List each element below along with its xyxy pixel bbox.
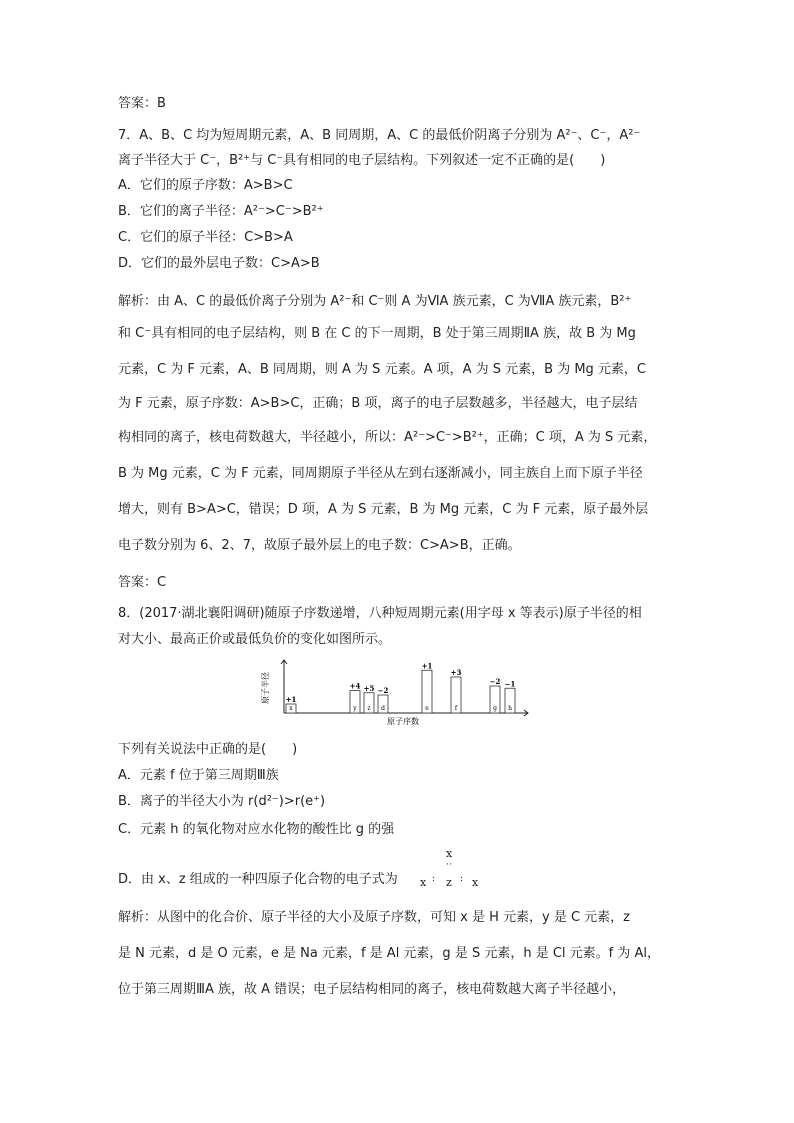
- text-line-14: 增大，则有 B>A>C，错误；D 项，A 为 S 元素，B 为 Mg 元素，C 为 F 元素，原子最外层: [118, 502, 649, 517]
- valence-label-x: +1: [285, 695, 297, 704]
- text-line-13: B 为 Mg 元素，C 为 F 元素，同周期原子半径从左到右逐渐减小，同主族自上而下原子半径: [118, 466, 643, 481]
- text-line-15: 电子数分别为 6、2、7，故原子最外层上的电子数：C>A>B，正确。: [118, 538, 521, 553]
- valence-label-g: −2: [489, 677, 501, 686]
- valence-label-y: +4: [349, 681, 361, 691]
- text-line-23: D．由 x、z 组成的一种四原子化合物的电子式为: [118, 872, 398, 887]
- text-line-16: 答案：C: [118, 575, 167, 590]
- valence-label-f: +3: [450, 668, 462, 677]
- y-axis-label: 原子半径: [261, 672, 270, 704]
- lewis-right-x: x: [472, 876, 479, 889]
- bar-label-e: e: [425, 705, 429, 712]
- text-line-25: 是 N 元素，d 是 O 元素，e 是 Na 元素，f 是 Al 元素，g 是 S 元素，h 是 Cl 元素。f 为 Al，: [118, 946, 661, 961]
- lewis-top-x: x: [446, 847, 453, 860]
- text-line-12: 构相同的离子，核电荷数越大，半径越小，所以：A²⁻>C⁻>B²⁺，正确；C 项，A 为 S 元素，: [118, 430, 657, 445]
- text-line-8: 解析：由 A、C 的最低价离子分别为 A²⁻和 C⁻则 A 为ⅥA 族元素，C 为ⅦA 族元素，B²⁺: [118, 294, 632, 309]
- text-line-6: C．它们的原子半径：C>B>A: [118, 230, 293, 245]
- valence-label-h: −1: [504, 679, 516, 689]
- text-line-5: B．它们的离子半径：A²⁻>C⁻>B²⁺: [118, 204, 324, 219]
- lewis-center-z: z: [446, 876, 452, 889]
- bar-label-y: y: [353, 705, 357, 712]
- text-line-9: 和 C⁻具有相同的电子层结构，则 B 在 C 的下一周期，B 处于第三周期ⅡA 族，故 B 为 Mg: [118, 326, 636, 341]
- lewis-dots-right: :: [460, 874, 464, 884]
- text-line-22: C．元素 h 的氧化物对应水化物的酸性比 g 的强: [118, 822, 395, 837]
- lewis-left-x: x: [420, 876, 427, 889]
- lewis-dots-left: :: [432, 874, 436, 884]
- text-line-1: 答案：B: [118, 96, 166, 111]
- bar-label-d: d: [381, 705, 385, 712]
- text-line-3: 离子半径大于 C⁻，B²⁺与 C⁻具有相同的电子层结构。下列叙述一定不正确的是( ): [118, 153, 606, 168]
- text-line-20: A．元素 f 位于第三周期Ⅲ族: [118, 768, 279, 783]
- valence-label-d: −2: [377, 686, 389, 695]
- valence-label-z: +5: [363, 683, 375, 693]
- text-line-18: 对大小、最高正价或最低负价的变化如图所示。: [118, 632, 392, 647]
- text-line-7: D．它们的最外层电子数：C>A>B: [118, 256, 320, 271]
- text-line-19: 下列有关说法中正确的是( ): [118, 742, 298, 757]
- bar-label-x: x: [289, 705, 293, 712]
- radius-valence-chart: [258, 658, 538, 728]
- bar-label-z: z: [367, 705, 371, 712]
- lewis-dots-top: ··: [446, 860, 452, 870]
- bar-label-f: f: [454, 705, 458, 712]
- text-line-4: A．它们的原子序数：A>B>C: [118, 178, 293, 193]
- bar-label-h: h: [508, 705, 512, 712]
- text-line-17: 8．(2017·湖北襄阳调研)随原子序数递增，八种短周期元素(用字母 x 等表示)原子半径的相: [118, 606, 642, 621]
- x-axis-label: 原子序数: [387, 717, 419, 726]
- text-line-11: 为 F 元素，原子序数：A>B>C，正确；B 项，离子的电子层数越多，半径越大，电子层结: [118, 396, 638, 411]
- text-line-2: 7．A、B、C 均为短周期元素，A、B 同周期，A、C 的最低价阴离子分别为 A²⁻、C⁻，A²⁻: [118, 128, 641, 143]
- text-line-10: 元素，C 为 F 元素，A、B 同周期，则 A 为 S 元素。A 项，A 为 S 元素，B 为 Mg 元素，C: [118, 362, 646, 377]
- bar-label-g: g: [493, 705, 497, 712]
- text-line-26: 位于第三周期ⅢA 族，故 A 错误；电子层结构相同的离子，核电荷数越大离子半径越小，: [118, 982, 626, 997]
- text-line-21: B．离子的半径大小为 r(d²⁻)>r(e⁺): [118, 794, 326, 809]
- text-line-24: 解析：从图中的化合价、原子半径的大小及原子序数，可知 x 是 H 元素，y 是 C 元素，z: [118, 910, 630, 925]
- valence-label-e: +1: [421, 661, 433, 671]
